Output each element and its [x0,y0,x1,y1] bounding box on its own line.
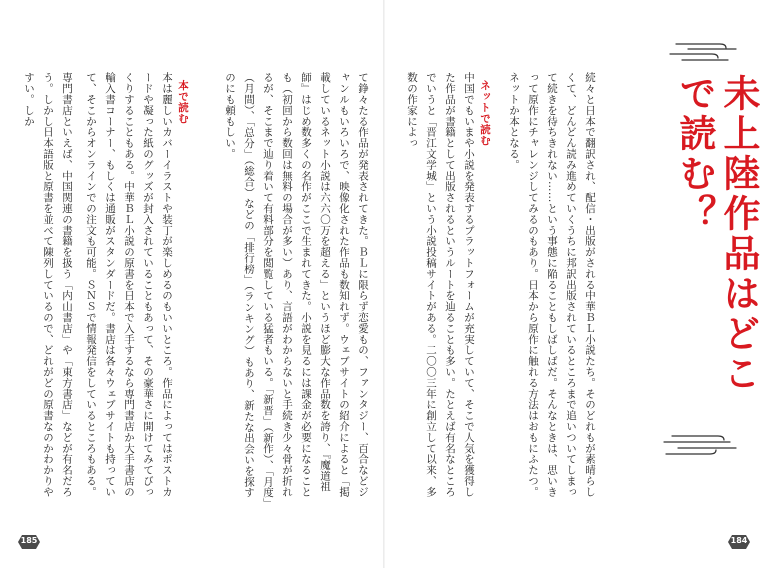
right-paragraph-2: 中国でもいまや小説を発表するプラットフォームが充実していて、そこで人気を獲得した作品が書籍として出版されるというルートを辿ることも多い。たとえば有名なところでいうと「晋江文学城」という小説投稿サイトがある。二〇〇三年に創立して以来、多数の作家によっ [406,72,475,498]
left-paragraph-2: 本は麗しいカバーイラストや装丁が楽しめるのもいいところ。作品によってはポストカードや凝った紙のグッズが封入されていることもあって、その豪華さに開けてみてびっくりすることもある。中華ＢＬ小説の原書を日本で入手するなら専門書店か大手書店の輸入書コーナー、もしくは通販がスタンダードだ。書店は各々ウェブサイトも持っていて、そこからオンラインでの注文も可能。ＳＮＳで情報発信をしているところもある。 [85,72,173,498]
cloud-ornament-bottom-icon [660,432,740,458]
page-number-right [728,534,750,548]
section-heading-book: 本で読む [177,80,189,124]
section-heading-net: ネットで読む [479,80,491,146]
page-number-right-text: 184 [730,536,748,545]
page-number-left-text: 185 [20,536,38,545]
page-number-left [18,534,40,548]
left-paragraph-1: て錚々たる作品が発表されてきた。ＢＬに限らず恋愛もの、ファンタジー、百合などジャンルもいろいろで、映像化された作品も数知れず。ウェブサイトの紹介によると「掲載しているネット小説は六六〇万を超える」というほど膨大な作品数を誇り、『魔道祖師』はじめ数多くの名作がここで生まれてきた。小説を見るには課金が必要になることも（初回から数回は無料の場合が多い）あり、言語がわからないと手続き少々骨が折れるが、そこまで辿り着いて有料部分を閲覧している猛者もいる。「新晋」（新作）、「月度」（月間）、「总分」（総合）などの「排行榜」（ランキング）もあり、新たな出会いを探すのにも頼もしい。 [224,72,369,504]
article-title: 未上陸作品はどこで読む？ [673,74,760,394]
left-paragraph-3: 専門書店といえば、中国関連の書籍を扱う「内山書店」や「東方書店」などが有名だろう。しかし日本語版と原書を並べて陳列しているので、どれがどの原書なのかわかりやすい。しか [23,72,73,498]
right-paragraph-1: 続々と日本で翻訳され、配信・出版がされる中華ＢＬ小説たち。そのどれもが素晴らしくて、どんどん読み進めていくうちに邦訳出版されているところまで追いついてしまって続きを待ちきれない……という事態に陥ることもしばしばだ。そんなときは、思いきって原作にチャレンジしてみるのもあり。日本から原作に触れる方法はおもにふたつ。ネットか本となる。 [508,72,596,498]
cloud-ornament-top-icon [668,38,740,64]
page-gutter [383,0,385,568]
